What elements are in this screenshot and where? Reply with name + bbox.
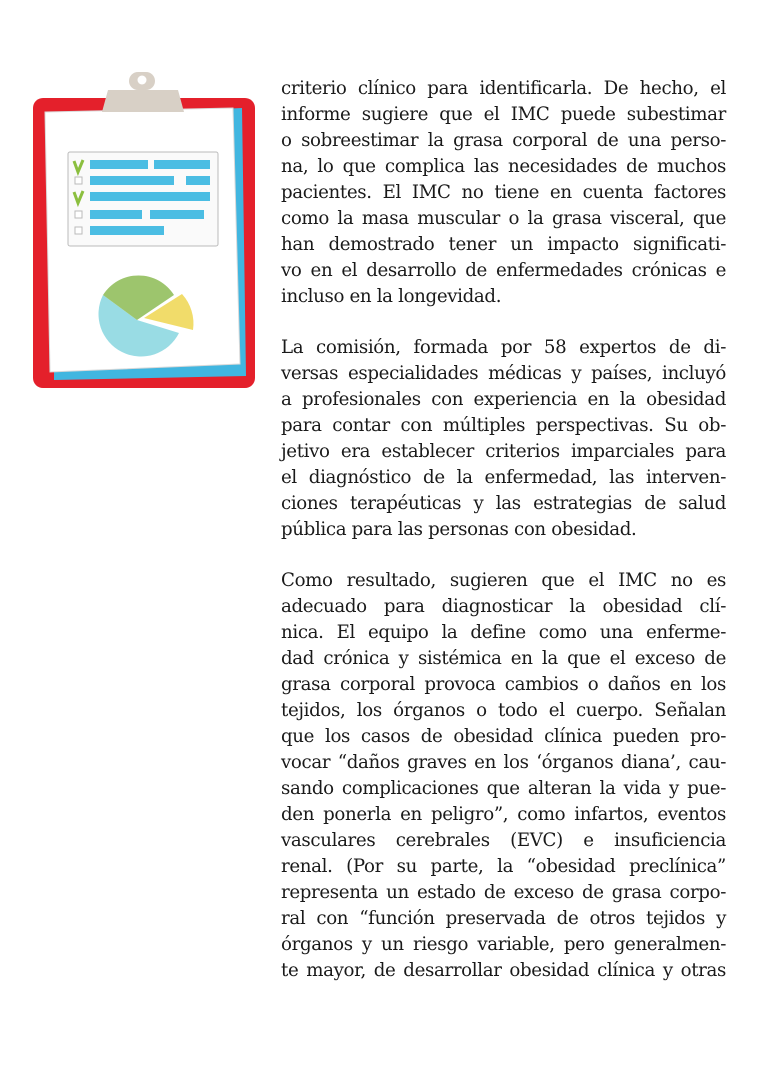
text-line: na, lo que complica las necesidades de muchos xyxy=(281,156,726,177)
text-line: renal. (Por su parte, la “obesidad preclínica” xyxy=(281,856,726,877)
text-line: ral con “función preservada de otros tejidos y xyxy=(281,908,726,929)
text-line: dad crónica y sistémica en la que el exceso de xyxy=(281,648,726,669)
text-line: el diagnóstico de la enfermedad, las interven- xyxy=(281,467,726,488)
text-line: nica. El equipo la define como una enferme- xyxy=(281,622,726,643)
text-line: tejidos, los órganos o todo el cuerpo. Señalan xyxy=(281,700,726,721)
text-line: a profesionales con experiencia en la obesidad xyxy=(281,389,726,410)
text-line: como la masa muscular o la grasa visceral, que xyxy=(281,208,726,229)
text-line: pacientes. El IMC no tiene en cuenta factores xyxy=(281,182,726,203)
text-line: adecuado para diagnosticar la obesidad clí- xyxy=(281,596,726,617)
text-line: informe sugiere que el IMC puede subestimar xyxy=(281,104,726,125)
text-line: vo en el desarrollo de enfermedades crónicas e xyxy=(281,260,726,281)
text-line: han demostrado tener un impacto significati- xyxy=(281,234,726,255)
checkbox-icon xyxy=(75,227,82,234)
text-line: La comisión, formada por 58 expertos de di- xyxy=(281,337,726,358)
text-line: incluso en la longevidad. xyxy=(281,286,502,307)
text-line: den ponerla en peligro”, como infartos, eventos xyxy=(281,804,726,825)
text-line: criterio clínico para identificarla. De hecho, el xyxy=(281,78,726,99)
checkbox-icon xyxy=(75,211,82,218)
checkbox-icon xyxy=(75,177,82,184)
text-line: o sobreestimar la grasa corporal de una perso- xyxy=(281,130,726,151)
article-body xyxy=(281,76,726,1009)
text-line: sando complicaciones que alteran la vida y pue- xyxy=(281,778,726,799)
text-line: órganos y un riesgo variable, pero generalmen- xyxy=(281,934,726,955)
clipboard-clip-icon xyxy=(102,72,184,112)
text-line: Como resultado, sugieren que el IMC no es xyxy=(281,570,726,591)
clipboard-illustration xyxy=(28,68,262,398)
text-line: te mayor, de desarrollar obesidad clínica y otras xyxy=(281,960,726,981)
paragraph xyxy=(281,568,726,984)
text-line: vasculares cerebrales (EVC) e insuficiencia xyxy=(281,830,726,851)
text-line: representa un estado de exceso de grasa corpo- xyxy=(281,882,726,903)
text-line: pública para las personas con obesidad. xyxy=(281,519,637,540)
text-line: grasa corporal provoca cambios o daños en los xyxy=(281,674,726,695)
paragraph xyxy=(281,335,726,543)
text-line: versas especialidades médicas y países, incluyó xyxy=(281,363,726,384)
text-line: ciones terapéuticas y las estrategias de salud xyxy=(281,493,726,514)
text-line: vocar “daños graves en los ‘órganos diana’, cau- xyxy=(281,752,726,773)
text-line: que los casos de obesidad clínica pueden pro- xyxy=(281,726,726,747)
text-line: jetivo era establecer criterios imparciales para xyxy=(281,441,726,462)
text-line: para contar con múltiples perspectivas. Su ob- xyxy=(281,415,726,436)
paragraph xyxy=(281,76,726,310)
